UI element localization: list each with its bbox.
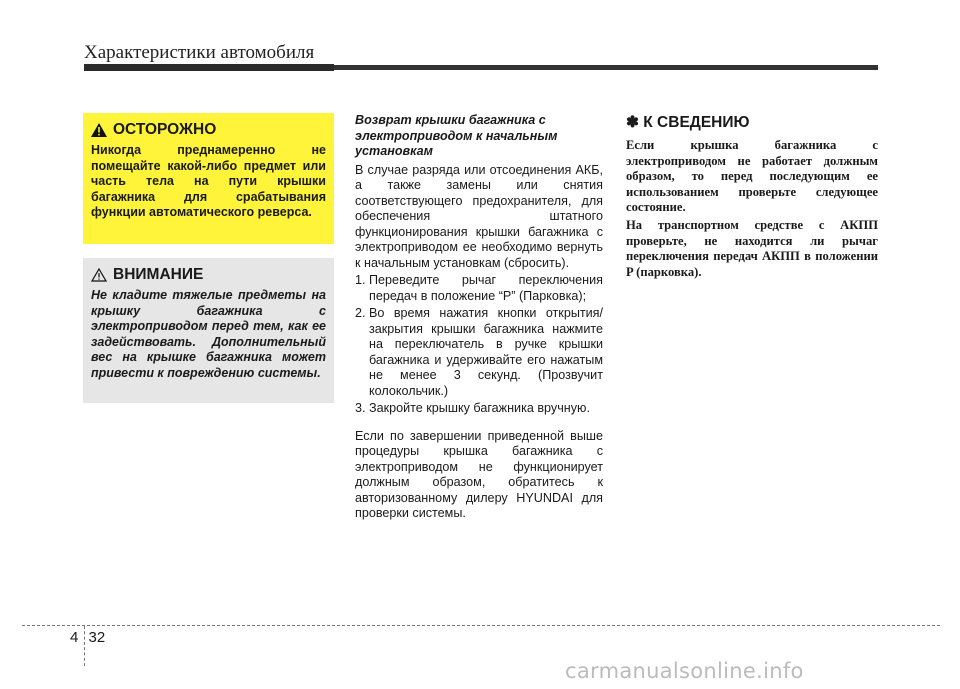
- step-item: [355, 306, 603, 399]
- warning-text: Никогда преднамеренно не помещайте какой-либо предмет или часть тела на пути крышки багажника для срабатывания функции автоматического реверса.: [91, 143, 326, 220]
- caution-outline-icon: [91, 268, 107, 282]
- header-rule-accent: [84, 64, 334, 71]
- info-title: ✽ К СВЕДЕНИЮ: [626, 114, 750, 131]
- watermark: carmanualsonline.info: [565, 659, 804, 683]
- reset-section: [355, 113, 603, 522]
- section-closing: Если по завершении приведенной выше процедуры крышка багажника с электроприводом не функционирует должным образом, обратитесь к авторизованному дилеру HYUNDAI для проверки системы.: [355, 428, 603, 520]
- steps-list: [355, 273, 603, 417]
- warning-box: [83, 113, 334, 244]
- step-number: 3.: [355, 401, 366, 415]
- notice-box: [83, 258, 334, 403]
- step-number: 1.: [355, 273, 366, 287]
- step-text: Закройте крышку багажника вручную.: [369, 401, 590, 415]
- step-item: [355, 273, 603, 304]
- page-header-title: Характеристики автомобиля: [84, 42, 315, 63]
- warning-title-label: ОСТОРОЖНО: [113, 121, 217, 138]
- section-subtitle: Возврат крышки багажника с электроприводом к начальным установкам: [355, 113, 558, 158]
- info-text-2: На транспортном средстве с АКПП проверьте, не находится ли рычаг переключения передач АКПП в положении P (парковка).: [626, 217, 878, 279]
- step-item: [355, 401, 603, 417]
- step-number: 2.: [355, 306, 366, 320]
- info-section: [626, 113, 878, 280]
- page-number: [70, 629, 105, 646]
- footer-divider: [22, 625, 940, 626]
- warning-title: [91, 121, 326, 139]
- notice-title-label: ВНИМАНИЕ: [113, 266, 204, 283]
- notice-text: Не кладите тяжелые предметы на крышку багажника с электроприводом перед тем, как ее задействовать. Дополнительный вес на крышке багажника может привести к повреждению системы.: [91, 288, 326, 380]
- info-text-1: Если крышка багажника с электроприводом не работает должным образом, то перед последующим ее использованием проверьте следующее состояние.: [626, 138, 878, 215]
- page-number-value: 32: [88, 629, 106, 646]
- section-intro: В случае разряда или отсоединения АКБ, а также замены или снятия соответствующего предохранителя, для обеспечения штатного функционирования крышки багажника с электроприводом ее необходимо вернуть к начальным установкам (сбросить).: [355, 162, 603, 270]
- notice-title: [91, 266, 326, 284]
- step-text: Во время нажатия кнопки открытия/закрытия крышки багажника нажмите на переключатель в ручке крышки багажника и удерживайте его нажатым не менее 3 секунд. (Прозвучит колокольчик.): [369, 306, 603, 398]
- section-number: 4: [70, 629, 79, 646]
- warning-triangle-icon: [91, 123, 107, 137]
- step-text: Переведите рычаг переключения передач в положение “P” (Парковка);: [369, 273, 603, 303]
